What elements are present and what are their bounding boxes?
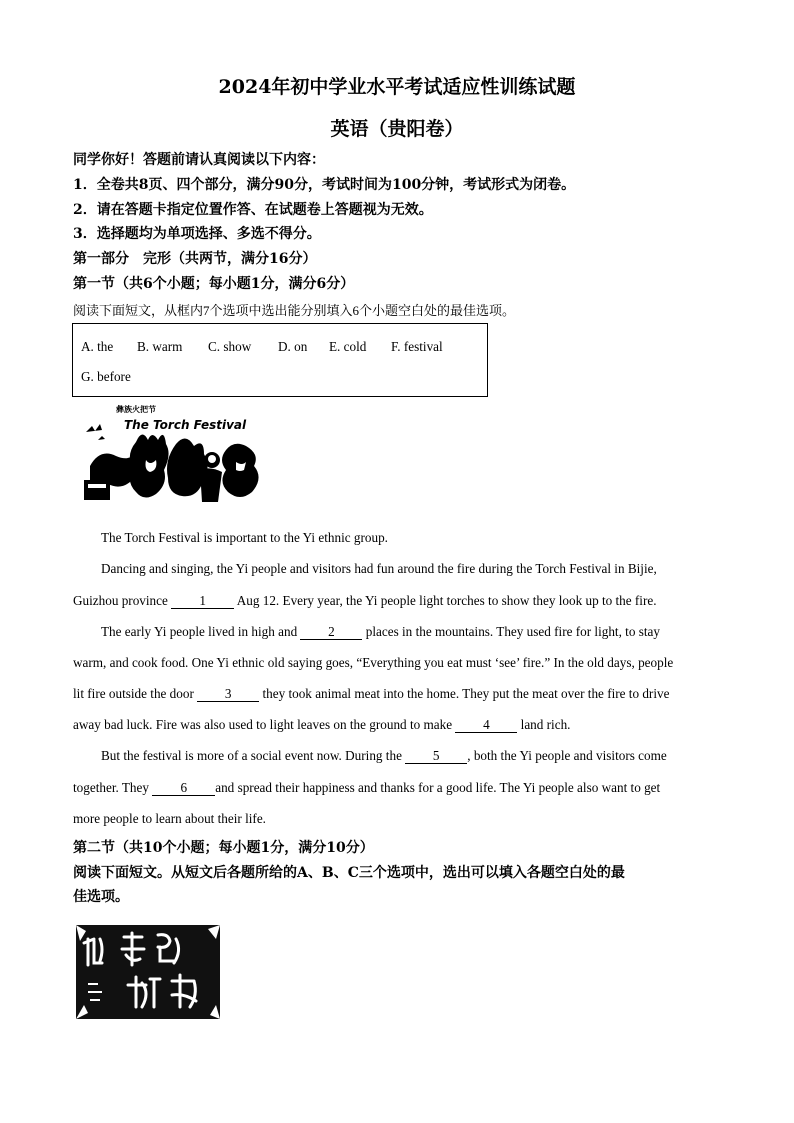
passage-line [101, 624, 660, 640]
option-f: F. festival [391, 339, 443, 354]
passage-text: The early Yi people lived in high and [101, 624, 301, 639]
torch-festival-illustration [76, 402, 262, 514]
section2-direction: 阅读下面短文。从短文后各题所给的A、B、C三个选项中，选出可以填入各题空白处的最 [73, 865, 625, 881]
poster-cn-title: 彝族火把节 [116, 405, 156, 414]
blank-1: 1 [171, 594, 234, 609]
passage-text: , both the Yi people and visitors come [467, 748, 667, 763]
section2-direction: 佳选项。 [73, 889, 129, 905]
instructions-greeting: 同学你好！答题前请认真阅读以下内容： [73, 152, 325, 168]
passage-text: away bad luck. Fire was also used to light leaves on the ground to make [73, 717, 456, 732]
passage-text: Guizhou province [73, 593, 172, 608]
passage-line: The Torch Festival is important to the Yi ethnic group. [101, 530, 388, 545]
option-g: G. before [81, 369, 131, 384]
blank-5: 5 [405, 749, 467, 764]
passage-text: they took animal meat into the home. They put the meat over the fire to drive [259, 686, 670, 701]
passage-text: lit fire outside the door [73, 686, 198, 701]
option-d: D. on [278, 339, 308, 354]
passage-text: together. They [73, 780, 153, 795]
blank-6: 6 [152, 781, 215, 796]
section1-direction: 阅读下面短文，从框内7个选项中选出能分别填入6个小题空白处的最佳选项。 [73, 303, 516, 318]
options-box [72, 323, 488, 397]
blank-4: 4 [455, 718, 517, 733]
section2-heading: 第二节（共10个小题；每小题1分，满分10分） [73, 840, 374, 856]
page-title: 2024年初中学业水平考试适应性训练试题 [218, 76, 576, 98]
instruction-item: 2．请在答题卡指定位置作答、在试题卷上答题视为无效。 [73, 202, 433, 218]
passage-line [73, 780, 660, 796]
blank-3: 3 [197, 687, 259, 702]
part1-heading: 第一部分 完形（共两节，满分16分） [73, 251, 317, 267]
passage-line [73, 593, 657, 609]
section1-heading: 第一节（共6个小题；每小题1分，满分6分） [73, 276, 355, 292]
instruction-item: 1．全卷共8页、四个部分，满分90分，考试时间为100分钟，考试形式为闭卷。 [73, 177, 576, 193]
passage-text: land rich. [517, 717, 571, 732]
instruction-item: 3．选择题均为单项选择、多选不得分。 [73, 226, 321, 242]
passage-text: and spread their happiness and thanks for a good life. The Yi people also want to get [215, 780, 661, 795]
page-subtitle: 英语（贵阳卷） [330, 118, 464, 140]
option-e: E. cold [329, 339, 367, 354]
blank-2: 2 [300, 625, 362, 640]
passage-line [73, 686, 669, 702]
option-c: C. show [208, 339, 252, 354]
passage-text: places in the mountains. They used fire for light, to stay [362, 624, 660, 639]
passage-text: But the festival is more of a social event now. During the [101, 748, 406, 763]
option-a: A. the [81, 339, 114, 354]
passage-line: Dancing and singing, the Yi people and visitors had fun around the fire during the Torch Festival in Bijie, [101, 561, 657, 576]
passage-text: Aug 12. Every year, the Yi people light torches to show they look up to the fire. [234, 593, 657, 608]
passage-line [73, 717, 570, 733]
poster-en-title: The Torch Festival [124, 418, 247, 432]
option-b: B. warm [137, 339, 183, 354]
calligraphy-image [76, 925, 220, 1019]
passage-line: more people to learn about their life. [73, 811, 266, 826]
passage-line: warm, and cook food. One Yi ethnic old saying goes, “Everything you eat must ‘see’ fire.” In the old days, people [73, 655, 674, 670]
passage-line [101, 748, 667, 764]
